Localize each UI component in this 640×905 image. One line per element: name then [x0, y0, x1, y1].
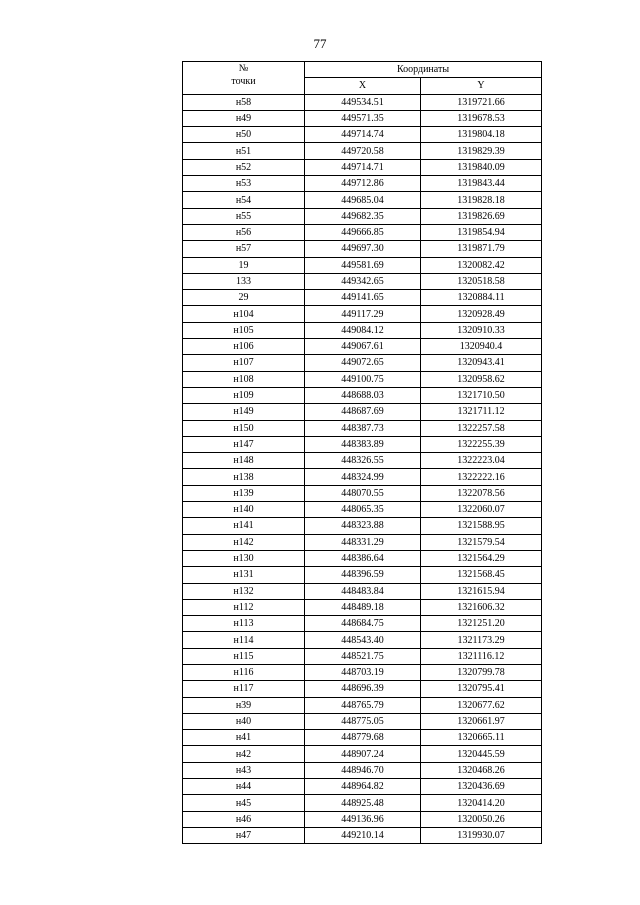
y-coordinate-cell: 1319843.44 [421, 176, 542, 192]
y-coordinate-cell: 1319930.07 [421, 827, 542, 843]
y-coordinate-cell: 1320943.41 [421, 355, 542, 371]
point-number-cell: н105 [183, 322, 305, 338]
y-coordinate-cell: 1321615.94 [421, 583, 542, 599]
x-coordinate-cell: 448696.39 [305, 681, 421, 697]
x-coordinate-cell: 449210.14 [305, 827, 421, 843]
y-coordinate-cell: 1322257.58 [421, 420, 542, 436]
x-coordinate-cell: 449141.65 [305, 290, 421, 306]
point-number-cell: н51 [183, 143, 305, 159]
table-row [183, 371, 542, 387]
y-coordinate-cell: 1321588.95 [421, 518, 542, 534]
point-number-cell: н141 [183, 518, 305, 534]
point-number-header-symbol: № [238, 63, 249, 74]
point-number-cell: н53 [183, 176, 305, 192]
point-number-cell: н58 [183, 94, 305, 110]
y-coordinate-cell: 1319829.39 [421, 143, 542, 159]
point-number-cell: 29 [183, 290, 305, 306]
y-coordinate-cell: 1320082.42 [421, 257, 542, 273]
y-coordinate-cell: 1319854.94 [421, 224, 542, 240]
x-coordinate-cell: 448779.68 [305, 730, 421, 746]
x-coordinate-cell: 449100.75 [305, 371, 421, 387]
x-coordinate-cell: 449685.04 [305, 192, 421, 208]
table-row [183, 241, 542, 257]
y-coordinate-cell: 1321173.29 [421, 632, 542, 648]
y-coordinate-cell: 1319828.18 [421, 192, 542, 208]
point-number-cell: н45 [183, 795, 305, 811]
x-coordinate-cell: 448483.84 [305, 583, 421, 599]
point-number-header-label: точки [231, 76, 256, 87]
point-number-cell: н142 [183, 534, 305, 550]
x-coordinate-cell: 448387.73 [305, 420, 421, 436]
point-number-cell: н106 [183, 339, 305, 355]
table-row [183, 290, 542, 306]
point-number-cell: н112 [183, 599, 305, 615]
y-coordinate-cell: 1320940.4 [421, 339, 542, 355]
table-row [183, 469, 542, 485]
point-number-cell: н40 [183, 713, 305, 729]
point-number-cell: н39 [183, 697, 305, 713]
x-coordinate-cell: 448703.19 [305, 664, 421, 680]
y-coordinate-cell: 1322222.16 [421, 469, 542, 485]
y-coordinate-cell: 1320677.62 [421, 697, 542, 713]
y-coordinate-cell: 1319840.09 [421, 159, 542, 175]
point-number-cell: н54 [183, 192, 305, 208]
y-coordinate-cell: 1320050.26 [421, 811, 542, 827]
table-row [183, 387, 542, 403]
x-coordinate-cell: 448396.59 [305, 567, 421, 583]
x-coordinate-cell: 449117.29 [305, 306, 421, 322]
table-row [183, 159, 542, 175]
point-number-cell: н148 [183, 453, 305, 469]
x-coordinate-cell: 449571.35 [305, 110, 421, 126]
x-coordinate-cell: 449697.30 [305, 241, 421, 257]
x-coordinate-cell: 449072.65 [305, 355, 421, 371]
table-row [183, 257, 542, 273]
point-number-cell: н41 [183, 730, 305, 746]
point-number-cell: н47 [183, 827, 305, 843]
x-coordinate-cell: 448331.29 [305, 534, 421, 550]
x-coordinate-cell: 449342.65 [305, 273, 421, 289]
x-coordinate-cell: 448688.03 [305, 387, 421, 403]
y-coordinate-cell: 1321116.12 [421, 648, 542, 664]
y-column-header: Y [421, 78, 542, 94]
y-coordinate-cell: 1320928.49 [421, 306, 542, 322]
y-coordinate-cell: 1320910.33 [421, 322, 542, 338]
point-number-cell: 19 [183, 257, 305, 273]
y-coordinate-cell: 1320414.20 [421, 795, 542, 811]
table-row [183, 550, 542, 566]
point-number-cell: н114 [183, 632, 305, 648]
table-row [183, 502, 542, 518]
point-number-cell: н147 [183, 436, 305, 452]
x-coordinate-cell: 449136.96 [305, 811, 421, 827]
coordinates-table [182, 61, 542, 844]
y-coordinate-cell: 1320518.58 [421, 273, 542, 289]
table-row [183, 746, 542, 762]
y-coordinate-cell: 1319721.66 [421, 94, 542, 110]
point-number-cell: н42 [183, 746, 305, 762]
table-row [183, 713, 542, 729]
table-row [183, 143, 542, 159]
x-coordinate-cell: 448383.89 [305, 436, 421, 452]
point-number-cell: н132 [183, 583, 305, 599]
point-number-cell: н107 [183, 355, 305, 371]
point-number-cell: н138 [183, 469, 305, 485]
y-coordinate-cell: 1321579.54 [421, 534, 542, 550]
point-number-cell: н115 [183, 648, 305, 664]
table-row [183, 127, 542, 143]
point-number-cell: н43 [183, 762, 305, 778]
y-coordinate-cell: 1319678.53 [421, 110, 542, 126]
point-number-cell: н50 [183, 127, 305, 143]
table-row [183, 599, 542, 615]
y-coordinate-cell: 1320445.59 [421, 746, 542, 762]
point-number-cell: н150 [183, 420, 305, 436]
table-row [183, 339, 542, 355]
x-coordinate-cell: 449712.86 [305, 176, 421, 192]
table-row [183, 273, 542, 289]
table-row [183, 534, 542, 550]
x-coordinate-cell: 448765.79 [305, 697, 421, 713]
y-coordinate-cell: 1319871.79 [421, 241, 542, 257]
table-row [183, 681, 542, 697]
point-number-cell: н55 [183, 208, 305, 224]
point-number-cell: н104 [183, 306, 305, 322]
y-coordinate-cell: 1320795.41 [421, 681, 542, 697]
y-coordinate-cell: 1321606.32 [421, 599, 542, 615]
point-number-header [183, 62, 305, 95]
x-coordinate-cell: 448946.70 [305, 762, 421, 778]
y-coordinate-cell: 1319804.18 [421, 127, 542, 143]
point-number-cell: н139 [183, 485, 305, 501]
table-row [183, 518, 542, 534]
y-coordinate-cell: 1320958.62 [421, 371, 542, 387]
table-row [183, 453, 542, 469]
x-coordinate-cell: 448070.55 [305, 485, 421, 501]
x-coordinate-cell: 448684.75 [305, 616, 421, 632]
y-coordinate-cell: 1319826.69 [421, 208, 542, 224]
table-row [183, 94, 542, 110]
y-coordinate-cell: 1321568.45 [421, 567, 542, 583]
x-coordinate-cell: 449714.74 [305, 127, 421, 143]
y-coordinate-cell: 1322255.39 [421, 436, 542, 452]
table-row [183, 224, 542, 240]
table-row [183, 648, 542, 664]
point-number-cell: н140 [183, 502, 305, 518]
point-number-cell: н131 [183, 567, 305, 583]
x-coordinate-cell: 448065.35 [305, 502, 421, 518]
table-row [183, 795, 542, 811]
x-coordinate-cell: 448964.82 [305, 779, 421, 795]
table-row [183, 811, 542, 827]
point-number-cell: н108 [183, 371, 305, 387]
y-coordinate-cell: 1321710.50 [421, 387, 542, 403]
table-body [183, 94, 542, 844]
y-coordinate-cell: 1320436.69 [421, 779, 542, 795]
table-row [183, 404, 542, 420]
point-number-cell: н49 [183, 110, 305, 126]
y-coordinate-cell: 1321564.29 [421, 550, 542, 566]
table-row [183, 664, 542, 680]
y-coordinate-cell: 1321711.12 [421, 404, 542, 420]
y-coordinate-cell: 1322223.04 [421, 453, 542, 469]
x-coordinate-cell: 449067.61 [305, 339, 421, 355]
x-coordinate-cell: 449714.71 [305, 159, 421, 175]
table-row [183, 208, 542, 224]
table-row [183, 583, 542, 599]
page-number: 77 [313, 36, 327, 51]
x-coordinate-cell: 448543.40 [305, 632, 421, 648]
point-number-cell: н56 [183, 224, 305, 240]
table-row [183, 485, 542, 501]
table-row [183, 192, 542, 208]
table-row [183, 827, 542, 843]
x-coordinate-cell: 449534.51 [305, 94, 421, 110]
table-row [183, 436, 542, 452]
x-coordinate-cell: 448521.75 [305, 648, 421, 664]
x-coordinate-cell: 449581.69 [305, 257, 421, 273]
table-row [183, 110, 542, 126]
point-number-cell: н117 [183, 681, 305, 697]
table-row [183, 779, 542, 795]
table-row [183, 567, 542, 583]
table-row [183, 420, 542, 436]
table-row [183, 762, 542, 778]
x-coordinate-cell: 448907.24 [305, 746, 421, 762]
table-header [183, 62, 542, 95]
point-number-cell: н113 [183, 616, 305, 632]
y-coordinate-cell: 1322078.56 [421, 485, 542, 501]
table-row [183, 306, 542, 322]
point-number-cell: н109 [183, 387, 305, 403]
table-row [183, 632, 542, 648]
x-coordinate-cell: 449682.35 [305, 208, 421, 224]
x-coordinate-cell: 448323.88 [305, 518, 421, 534]
point-number-cell: н57 [183, 241, 305, 257]
x-coordinate-cell: 449720.58 [305, 143, 421, 159]
table-row [183, 616, 542, 632]
table-row [183, 697, 542, 713]
table-row [183, 730, 542, 746]
table-row [183, 355, 542, 371]
y-coordinate-cell: 1320468.26 [421, 762, 542, 778]
point-number-cell: н116 [183, 664, 305, 680]
x-coordinate-cell: 448489.18 [305, 599, 421, 615]
x-coordinate-cell: 448326.55 [305, 453, 421, 469]
point-number-cell: н46 [183, 811, 305, 827]
point-number-cell: н149 [183, 404, 305, 420]
x-coordinate-cell: 449084.12 [305, 322, 421, 338]
point-number-cell: н130 [183, 550, 305, 566]
point-number-cell: 133 [183, 273, 305, 289]
x-coordinate-cell: 448324.99 [305, 469, 421, 485]
table-row [183, 322, 542, 338]
point-number-cell: н44 [183, 779, 305, 795]
y-coordinate-cell: 1322060.07 [421, 502, 542, 518]
x-column-header: X [305, 78, 421, 94]
y-coordinate-cell: 1320661.97 [421, 713, 542, 729]
y-coordinate-cell: 1321251.20 [421, 616, 542, 632]
table-row [183, 176, 542, 192]
y-coordinate-cell: 1320884.11 [421, 290, 542, 306]
point-number-cell: н52 [183, 159, 305, 175]
x-coordinate-cell: 448687.69 [305, 404, 421, 420]
y-coordinate-cell: 1320799.78 [421, 664, 542, 680]
coordinates-header: Координаты [305, 62, 542, 78]
x-coordinate-cell: 448386.64 [305, 550, 421, 566]
x-coordinate-cell: 449666.85 [305, 224, 421, 240]
y-coordinate-cell: 1320665.11 [421, 730, 542, 746]
x-coordinate-cell: 448775.05 [305, 713, 421, 729]
x-coordinate-cell: 448925.48 [305, 795, 421, 811]
